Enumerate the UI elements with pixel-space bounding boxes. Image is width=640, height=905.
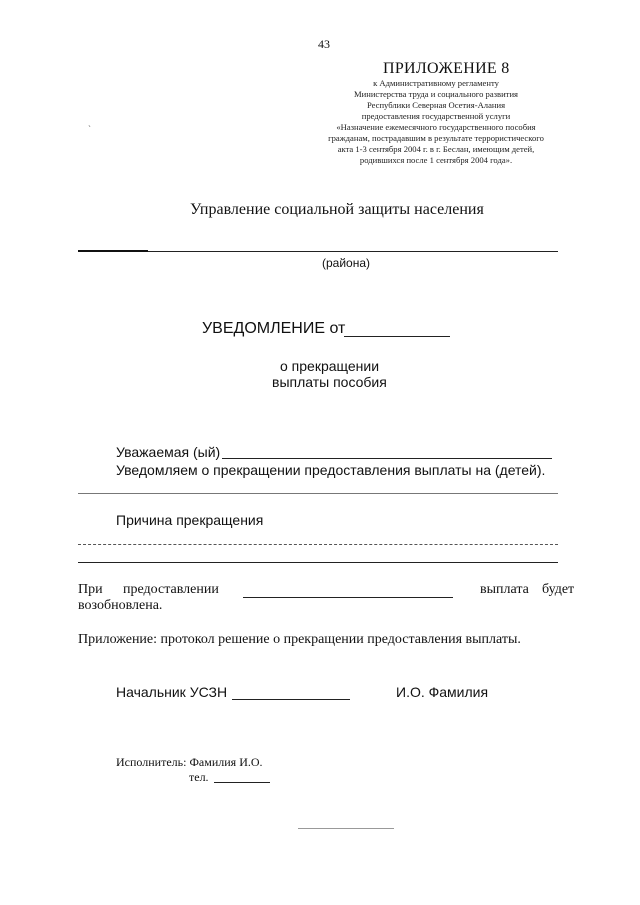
reason-blank-1 xyxy=(78,544,558,545)
signature-blank xyxy=(232,699,350,700)
reason-blank-2 xyxy=(78,562,558,563)
notice-subtitle-2: выплаты пособия xyxy=(272,374,387,390)
appendix-line: гражданам, пострадавшим в результате террористического xyxy=(328,133,544,143)
page-number: 43 xyxy=(318,37,330,51)
signature-name: И.О. Фамилия xyxy=(396,684,489,700)
signature-role: Начальник УСЗН xyxy=(116,684,228,700)
inform-text: Уведомляем о прекращении предоставления выплаты на (детей). xyxy=(116,462,546,478)
executor-phone: тел. xyxy=(189,770,209,784)
resume-word-4: будет xyxy=(542,582,575,597)
appendix-line: предоставления государственной услуги xyxy=(361,111,511,121)
attachment-text: Приложение: протокол решение о прекращении предоставления выплаты. xyxy=(78,632,521,647)
agency-name: Управление социальной защиты населения xyxy=(190,201,484,218)
notice-subtitle-1: о прекращении xyxy=(280,358,380,374)
reason-label: Причина прекращения xyxy=(116,512,264,528)
resume-end: возобновлена. xyxy=(78,598,163,613)
district-blank-bold xyxy=(78,250,148,252)
resume-word-3: выплата xyxy=(480,582,529,597)
appendix-line: «Назначение ежемесячного государственного пособия xyxy=(336,122,536,132)
notice-date-blank xyxy=(344,336,450,337)
notice-title: УВЕДОМЛЕНИЕ от xyxy=(202,320,346,337)
appendix-line: Министерства труда и социального развития xyxy=(353,89,518,99)
phone-blank xyxy=(214,782,270,783)
inform-blank xyxy=(78,493,558,494)
district-caption: (района) xyxy=(322,256,371,270)
resume-blank xyxy=(243,597,453,598)
appendix-details xyxy=(300,78,572,166)
stray-mark: ` xyxy=(88,124,91,134)
appendix-line: родившихся после 1 сентября 2004 года». xyxy=(359,155,513,165)
resume-word-1: При xyxy=(78,582,103,597)
executor-label: Исполнитель: Фамилия И.О. xyxy=(116,755,263,769)
appendix-title: ПРИЛОЖЕНИЕ 8 xyxy=(383,60,510,77)
appendix-line: Республики Северная Осетия-Алания xyxy=(366,100,506,110)
appendix-line: акта 1-3 сентября 2004 г. в г. Беслан, имеющим детей, xyxy=(337,144,535,154)
appendix-line: к Административному регламенту xyxy=(373,78,499,88)
greeting-label: Уважаемая (ый) xyxy=(116,444,221,460)
resume-word-2: предоставлении xyxy=(123,582,219,597)
addressee-blank xyxy=(222,458,552,459)
district-blank xyxy=(148,251,558,252)
footer-line xyxy=(298,828,394,829)
